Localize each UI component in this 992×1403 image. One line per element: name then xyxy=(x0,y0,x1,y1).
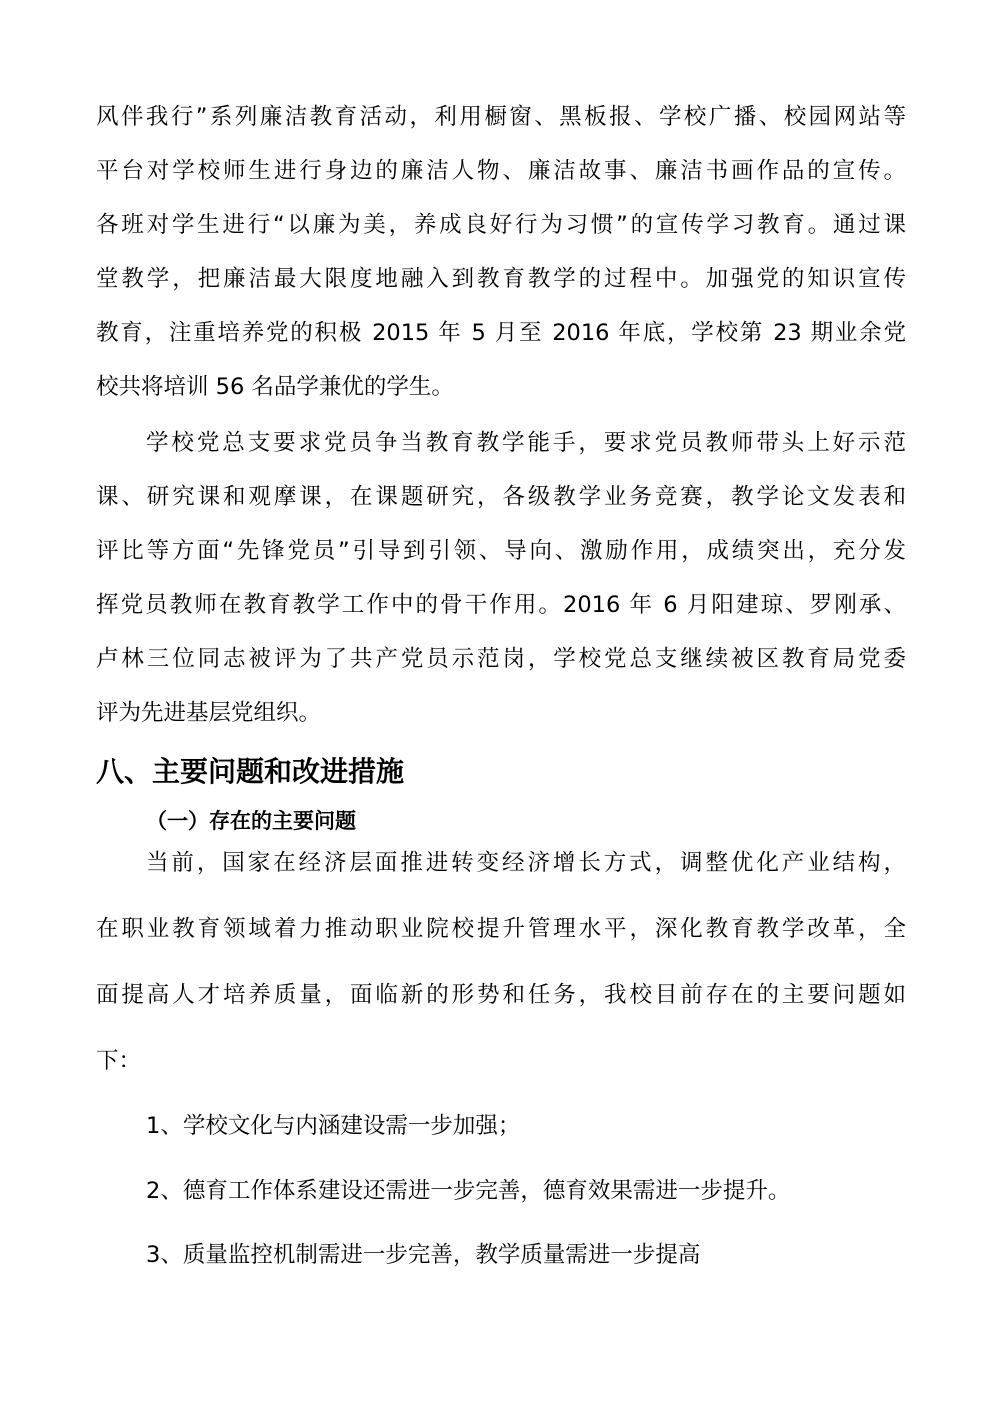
paragraph-line: 校共将培训 56 名品学兼优的学生。 xyxy=(96,374,454,400)
paragraph-line: 风伴我行”系列廉洁教育活动，利用橱窗、黑板报、学校广播、校园网站等 xyxy=(96,104,906,130)
paragraph-line: 评为先进基层党组织。 xyxy=(96,700,322,726)
paragraph-line: 教育，注重培养党的积极 2015 年 5 月至 2016 年底，学校第 23 期业余党 xyxy=(96,320,906,346)
paragraph-line: 卢林三位同志被评为了共产党员示范岗，学校党总支继续被区教育局党委 xyxy=(96,646,906,672)
paragraph-line: 学校党总支要求党员争当教育教学能手，要求党员教师带头上好示范 xyxy=(146,430,906,456)
paragraph-line: 下： xyxy=(96,1048,142,1074)
paragraph-line: 堂教学，把廉洁最大限度地融入到教育教学的过程中。加强党的知识宣传 xyxy=(96,266,906,292)
section-heading: 八、主要问题和改进措施 xyxy=(96,755,405,788)
paragraph-line: 在职业教育领域着力推动职业院校提升管理水平，深化教育教学改革，全 xyxy=(96,916,906,942)
paragraph-line: 挥党员教师在教育教学工作中的骨干作用。2016 年 6 月阳建琼、罗刚承、 xyxy=(96,592,906,618)
paragraph-line: 各班对学生进行“以廉为美，养成良好行为习惯”的宣传学习教育。通过课 xyxy=(96,212,906,238)
list-item: 3、质量监控机制需进一步完善，教学质量需进一步提高 xyxy=(146,1242,701,1268)
paragraph-line: 当前，国家在经济层面推进转变经济增长方式，调整优化产业结构， xyxy=(146,850,906,876)
paragraph-line: 面提高人才培养质量，面临新的形势和任务，我校目前存在的主要问题如 xyxy=(96,982,906,1008)
list-item: 1、学校文化与内涵建设需一步加强； xyxy=(146,1113,521,1139)
list-item: 2、德育工作体系建设还需进一步完善，德育效果需进一步提升。 xyxy=(146,1178,791,1204)
paragraph-line: 评比等方面“先锋党员”引导到引领、导向、激励作用，成绩突出，充分发 xyxy=(96,538,906,564)
subsection-heading: （一）存在的主要问题 xyxy=(146,809,356,833)
paragraph-line: 平台对学校师生进行身边的廉洁人物、廉洁故事、廉洁书画作品的宣传。 xyxy=(96,158,906,184)
paragraph-line: 课、研究课和观摩课，在课题研究，各级教学业务竞赛，教学论文发表和 xyxy=(96,484,906,510)
